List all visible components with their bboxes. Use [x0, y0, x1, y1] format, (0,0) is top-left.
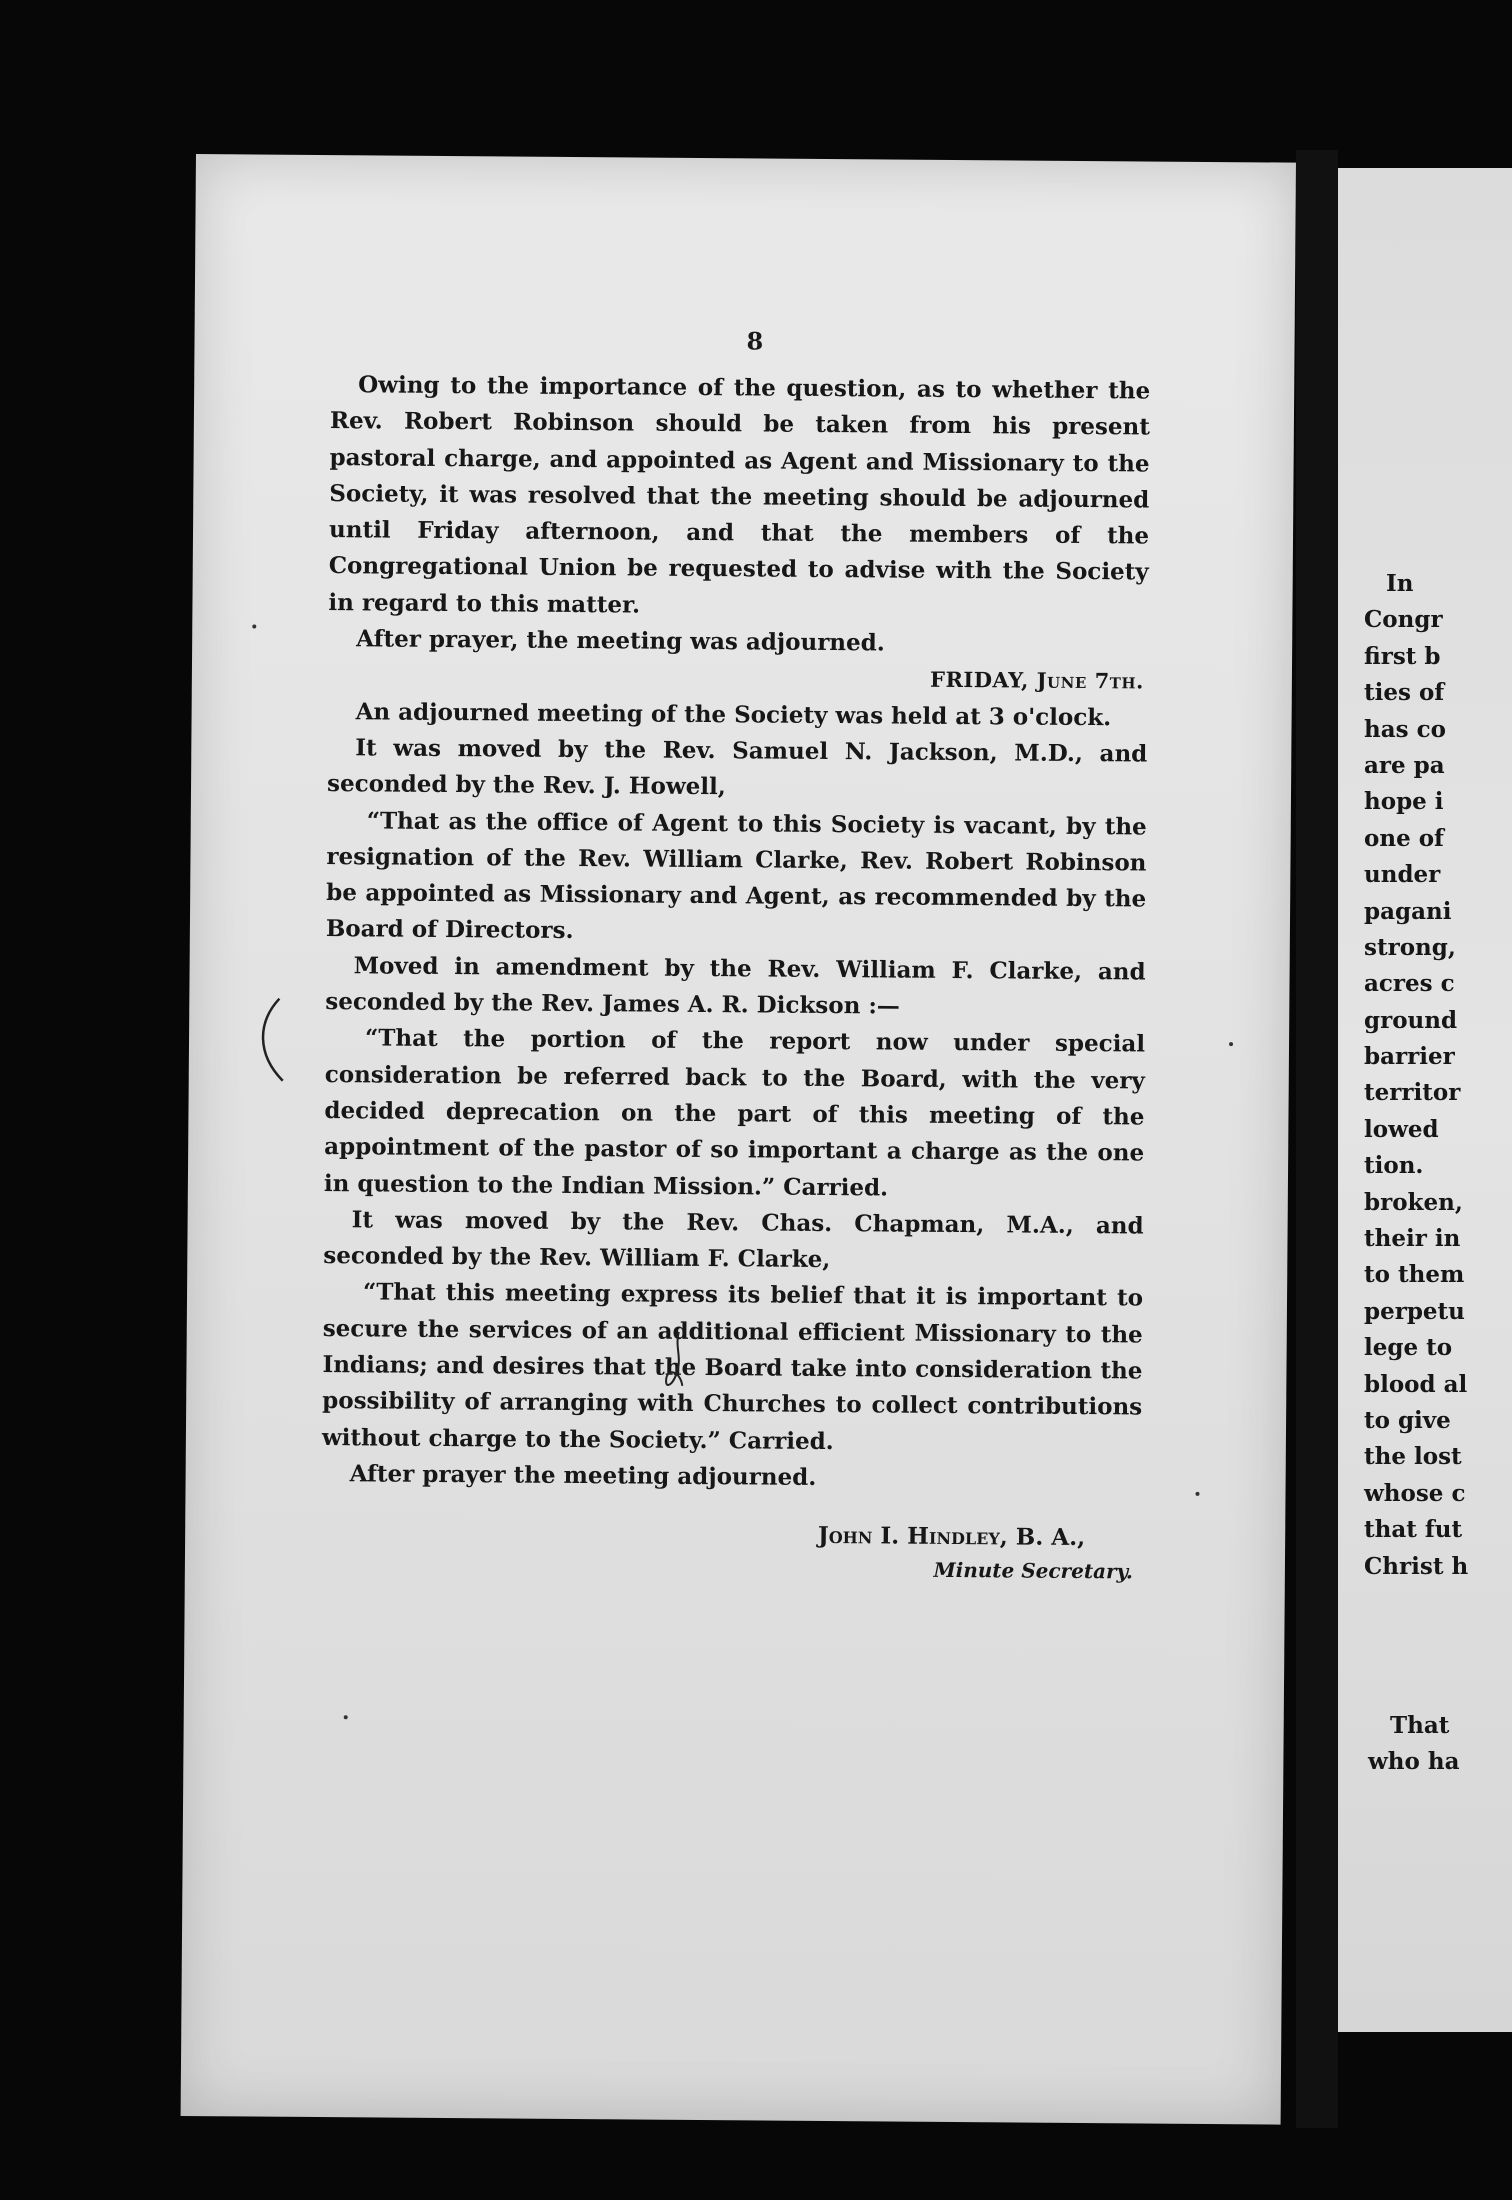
quote-motion-agent: “That as the office of Agent to this Society is vacant, by the resignation of the Rev. William Clarke, Rev. Robert Robinson be appointed as Missionary and Agent, as recommended by the Board of Directors.	[325, 806, 1147, 945]
right-line: has co	[1364, 715, 1446, 743]
speck	[252, 624, 256, 628]
signature-name: John I. Hindley, B. A.,	[817, 1522, 1086, 1552]
right-line: one of	[1364, 824, 1444, 852]
right-line: the lost	[1364, 1443, 1462, 1471]
right-line: strong,	[1364, 933, 1456, 961]
right-line: broken,	[1364, 1188, 1463, 1216]
right-line: to give	[1364, 1406, 1451, 1434]
right-bottom-line: That	[1390, 1712, 1450, 1739]
right-line: whose c	[1364, 1479, 1466, 1507]
signature-title: Minute Secretary.	[933, 1557, 1133, 1583]
right-line: first b	[1364, 642, 1441, 670]
pencil-mark	[656, 1328, 697, 1398]
speck	[1229, 1042, 1233, 1046]
right-line: Christ h	[1364, 1552, 1469, 1580]
paragraph-final-adjourned: After prayer the meeting adjourned.	[349, 1460, 817, 1491]
paragraph-adjournment-reason: Owing to the importance of the question, as to whether the Rev. Robert Robinson should be taken from his present pastoral charge, and appointed as Agent and Missionary to the Society, it was resolved that the meeting should be adjourned until Friday afternoon, and that the members of the Congregational Union be requested to advise with the Society in regard to this matter.	[328, 371, 1151, 619]
right-line: lege to	[1364, 1334, 1453, 1362]
paragraph-motion-chapman: It was moved by the Rev. Chas. Chapman, M.A., and seconded by the Rev. William F. Clarke,	[323, 1206, 1144, 1274]
right-line: In	[1386, 570, 1414, 597]
right-page-text	[1364, 566, 1512, 1585]
right-line: barrier	[1364, 1043, 1455, 1071]
speck	[1195, 1492, 1199, 1496]
dateline-date: June 7th.	[1036, 667, 1144, 694]
right-line: hope i	[1364, 788, 1444, 816]
right-line: that fut	[1364, 1516, 1463, 1544]
right-line: territor	[1364, 1079, 1461, 1107]
right-line: under	[1364, 861, 1441, 889]
paragraph-amendment: Moved in amendment by the Rev. William F. Clarke, and seconded by the Rev. James A. R. Dickson :—	[325, 952, 1146, 1020]
bracket-mark	[249, 994, 290, 1084]
right-line: pagani	[1364, 897, 1452, 925]
right-page-bottom-text	[1368, 1708, 1460, 1780]
right-line: their in	[1364, 1225, 1461, 1253]
quote-motion-missionary: “That this meeting express its belief that it is important to secure the services of an additional efficient Missionary to the Indians; and desires that the Board take into consideration the possibility of arranging with Churches to collect contributions without charge to the Society.” Carried.	[321, 1278, 1144, 1455]
page-number: 8	[746, 326, 764, 356]
left-page	[181, 154, 1296, 2125]
quote-amendment: “That the portion of the report now under special consideration be referred back to the Board, with the very decided deprecation on the part of this meeting of the appointment of the pastor of so important a charge as the one in question to the Indian Mission.” Carried.	[323, 1024, 1146, 1201]
right-line: are pa	[1364, 751, 1445, 779]
right-line: Congr	[1364, 606, 1443, 634]
right-bottom-line: who ha	[1368, 1748, 1460, 1775]
right-line: acres c	[1364, 970, 1455, 998]
page-gutter	[1296, 150, 1338, 2128]
right-line: ties of	[1364, 679, 1445, 707]
paragraph-motion-jackson: It was moved by the Rev. Samuel N. Jackson, M.D., and seconded by the Rev. J. Howell,	[326, 734, 1148, 801]
right-line: perpetu	[1364, 1297, 1465, 1325]
dateline-day: FRIDAY,	[929, 667, 1029, 693]
speck	[344, 1715, 348, 1719]
minutes-body	[321, 367, 1151, 1589]
paragraph-adjourned: After prayer, the meeting was adjourned.	[356, 625, 885, 657]
right-line: blood al	[1364, 1370, 1468, 1398]
right-line: ground	[1364, 1006, 1458, 1034]
right-line: to them	[1364, 1261, 1465, 1289]
paragraph-adjourned-meeting: An adjourned meeting of the Society was held at 3 o'clock.	[355, 697, 1112, 731]
right-line: lowed	[1364, 1115, 1439, 1143]
right-line: tion.	[1364, 1152, 1424, 1180]
right-page-fragment	[1338, 168, 1512, 2032]
